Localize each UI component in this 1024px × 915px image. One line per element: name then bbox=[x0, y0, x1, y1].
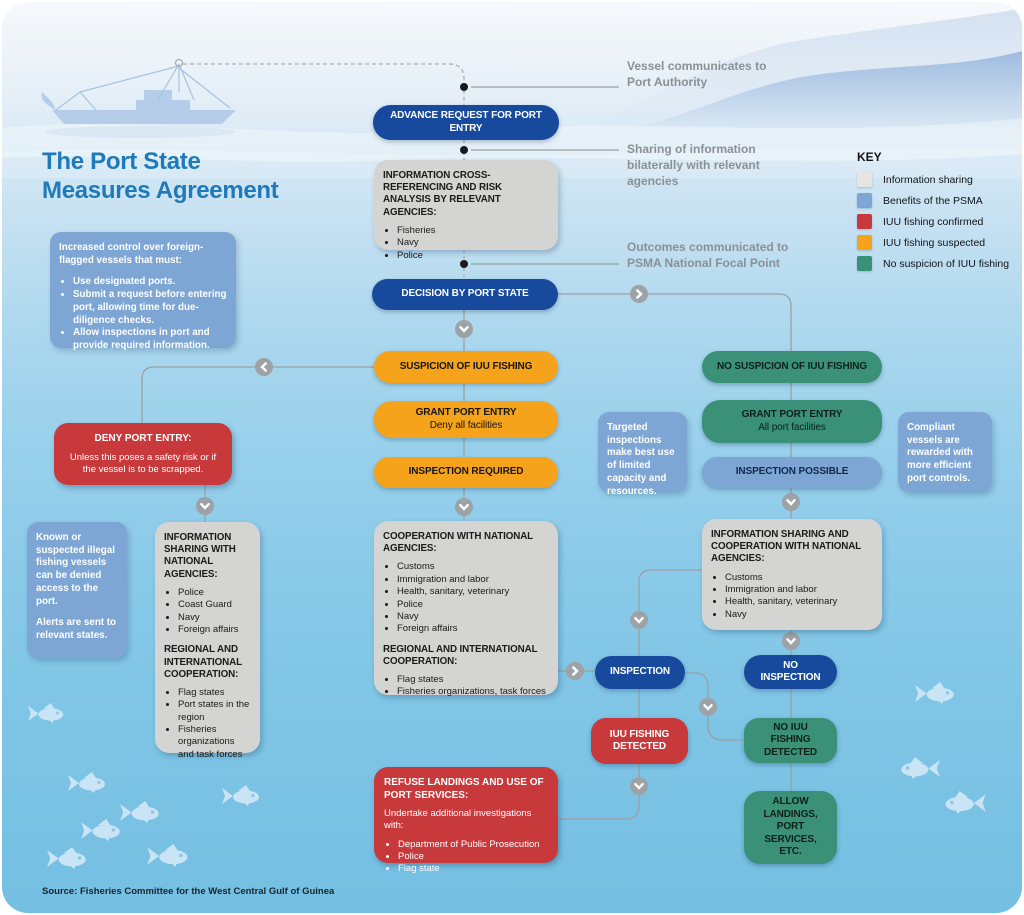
node-grant-port-entry-deny-facilities: GRANT PORT ENTRY Deny all facilities bbox=[374, 401, 558, 438]
page-title: The Port State Measures Agreement bbox=[42, 148, 279, 205]
legend-item: IUU fishing suspected bbox=[857, 235, 1022, 250]
node-information-sharing-cooperation: INFORMATION SHARING AND COOPERATION WITH NATIONAL AGENCIES: • Customs • Immigration and labor • Health, sanitary, veterinary • Navy bbox=[702, 519, 882, 630]
node-allow-landings: ALLOW LANDINGS, PORT SERVICES, ETC. bbox=[744, 791, 837, 864]
node-inspection-possible: INSPECTION POSSIBLE bbox=[702, 457, 882, 488]
legend-swatch-confirmed bbox=[857, 214, 872, 229]
chevron-right-icon bbox=[566, 662, 584, 680]
node-iuu-fishing-detected: IUU FISHING DETECTED bbox=[591, 718, 688, 764]
fish-icon bbox=[147, 844, 187, 867]
node-grant-port-entry-all-facilities: GRANT PORT ENTRY All port facilities bbox=[702, 400, 882, 443]
chevron-down-icon bbox=[782, 632, 800, 650]
node-no-suspicion: NO SUSPICION OF IUU FISHING bbox=[702, 351, 882, 383]
node-inspection: INSPECTION bbox=[595, 656, 685, 689]
annotation-vessel-communicates: Vessel communicates to Port Authority bbox=[627, 59, 767, 89]
legend-item: IUU fishing confirmed bbox=[857, 214, 1022, 229]
node-refuse-landings: REFUSE LANDINGS AND USE OF PORT SERVICES: Undertake additional investigations with: • Department of Public Prosecution • Police • Flag state bbox=[374, 767, 558, 863]
chevron-down-icon bbox=[196, 497, 214, 515]
annotation-outcomes: Outcomes communicated to PSMA National Focal Point bbox=[627, 240, 789, 270]
legend-item: No suspicion of IUU fishing bbox=[857, 256, 1022, 271]
legend-swatch-suspected bbox=[857, 235, 872, 250]
chevron-down-icon bbox=[455, 320, 473, 338]
node-info-cross-referencing: INFORMATION CROSS-REFERENCING AND RISK ANALYSIS BY RELEVANT AGENCIES: • Fisheries • Navy • Police bbox=[374, 160, 558, 250]
legend-swatch-information-sharing bbox=[857, 172, 872, 187]
fish-icon bbox=[28, 703, 63, 723]
node-no-inspection: NO INSPECTION bbox=[744, 655, 837, 689]
node-decision-by-port-state: DECISION BY PORT STATE bbox=[372, 279, 558, 310]
callout-targeted-inspections: Targeted inspections make best use of limited capacity and resources. bbox=[598, 412, 687, 492]
callout-known-suspected: Known or suspected illegal fishing vessels can be denied access to the port. Alerts are sent to relevant states. bbox=[27, 522, 127, 658]
node-advance-request: ADVANCE REQUEST FOR PORT ENTRY bbox=[373, 105, 559, 140]
callout-increased-control: Increased control over foreign-flagged vessels that must: • Use designated ports. • Submit a request before entering port, allowing time for due-diligence checks. • Allow inspections in port and provide required information. bbox=[50, 232, 236, 348]
legend-heading: KEY bbox=[857, 150, 882, 164]
chevron-down-icon bbox=[455, 498, 473, 516]
source-credit: Source: Fisheries Committee for the West Central Gulf of Guinea bbox=[42, 886, 335, 897]
fish-icon bbox=[945, 791, 985, 814]
node-suspicion-of-iuu-fishing: SUSPICION OF IUU FISHING bbox=[374, 351, 558, 383]
fish-icon bbox=[120, 801, 159, 823]
chevron-right-icon bbox=[630, 285, 648, 303]
chevron-down-icon bbox=[630, 777, 648, 795]
fish-icon bbox=[68, 772, 105, 793]
legend-item: Information sharing bbox=[857, 172, 1022, 187]
chevron-down-icon bbox=[699, 698, 717, 716]
chevron-down-icon bbox=[630, 611, 648, 629]
chevron-left-icon bbox=[255, 358, 273, 376]
fish-icon bbox=[81, 819, 120, 841]
node-inspection-required: INSPECTION REQUIRED bbox=[374, 457, 558, 488]
legend-swatch-no-suspicion bbox=[857, 256, 872, 271]
node-information-sharing-national: INFORMATION SHARING WITH NATIONAL AGENCIES: • Police • Coast Guard • Navy • Foreign affairs REGIONAL AND INTERNATIONAL COOPERATION: • Flag states • Port states in the region • Fisheries organizations and task forces bbox=[155, 522, 260, 753]
node-deny-port-entry: DENY PORT ENTRY: Unless this poses a safety risk or if the vessel is to be scrapped. bbox=[54, 423, 232, 485]
legend-swatch-benefits bbox=[857, 193, 872, 208]
node-cooperation-national-agencies: COOPERATION WITH NATIONAL AGENCIES: • Customs • Immigration and labor • Health, sanitary, veterinary • Police • Navy • Foreign affairs REGIONAL AND INTERNATIONAL COOPERATION: • Flag states • Fisheries organizations, task forces bbox=[374, 521, 558, 695]
fish-icon bbox=[915, 682, 954, 704]
legend bbox=[857, 150, 1022, 277]
legend-item: Benefits of the PSMA bbox=[857, 193, 1022, 208]
chevron-down-icon bbox=[782, 493, 800, 511]
ocean-background bbox=[2, 2, 1022, 913]
annotation-sharing-information: Sharing of information bilaterally with relevant agencies bbox=[627, 142, 760, 188]
fish-icon bbox=[222, 785, 259, 806]
fish-icon bbox=[47, 847, 86, 869]
fish-icon bbox=[901, 757, 940, 779]
callout-compliant-vessels: Compliant vessels are rewarded with more efficient port controls. bbox=[898, 412, 992, 492]
node-no-iuu-fishing-detected: NO IUU FISHING DETECTED bbox=[744, 718, 837, 763]
